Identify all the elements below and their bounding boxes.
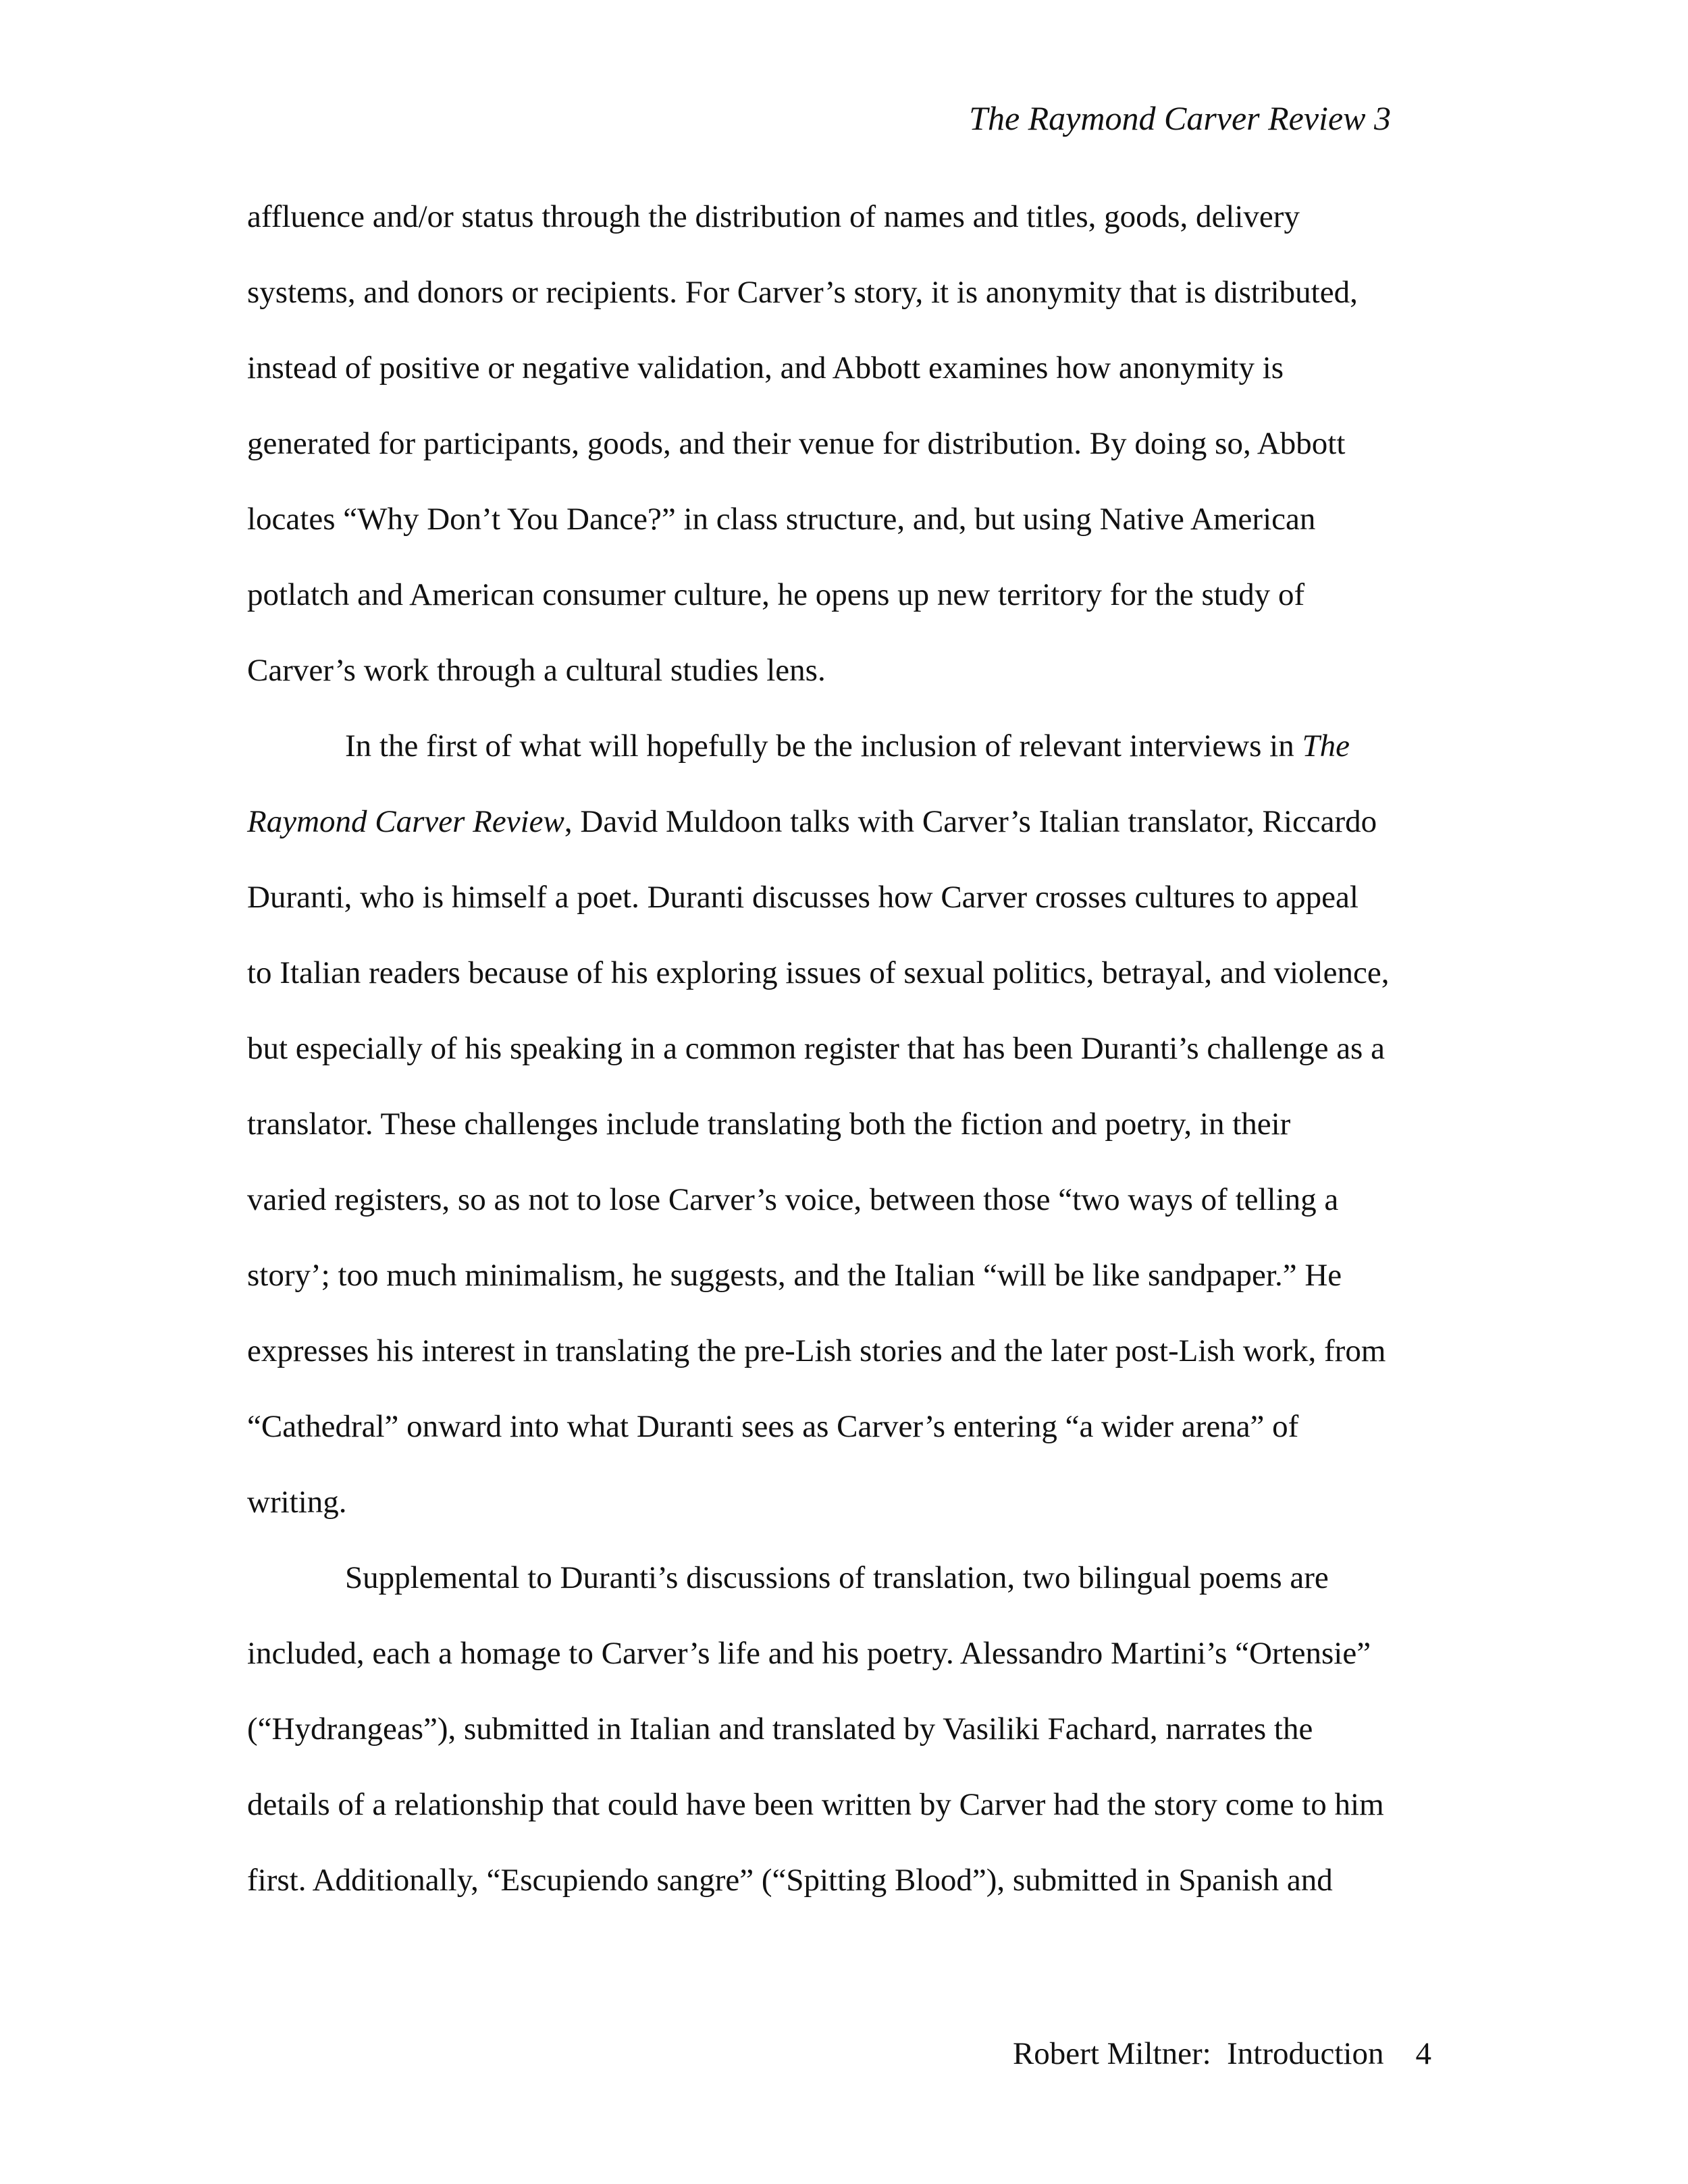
text-line: potlatch and American consumer culture, he opens up new territory for the study of <box>247 577 1305 612</box>
journal-title-italic: Raymond Carver Review <box>247 804 564 839</box>
text-line: varied registers, so as not to lose Carver’s voice, between those “two ways of telling a <box>247 1182 1339 1217</box>
text-line: systems, and donors or recipients. For Carver’s story, it is anonymity that is distributed, <box>247 275 1358 310</box>
text-line: to Italian readers because of his exploring issues of sexual politics, betrayal, and violence, <box>247 955 1390 990</box>
text-line: (“Hydrangeas”), submitted in Italian and translated by Vasiliki Fachard, narrates the <box>247 1711 1313 1747</box>
journal-title-italic: The <box>1302 728 1350 764</box>
text-line <box>345 726 1350 766</box>
text-line: Carver’s work through a cultural studies lens. <box>247 653 826 688</box>
text-line: affluence and/or status through the distribution of names and titles, goods, delivery <box>247 199 1300 234</box>
text-line: Duranti, who is himself a poet. Duranti discusses how Carver crosses cultures to appeal <box>247 880 1359 915</box>
text-line: but especially of his speaking in a common register that has been Duranti’s challenge as a <box>247 1031 1385 1066</box>
text-line: locates “Why Don’t You Dance?” in class structure, and, but using Native American <box>247 502 1316 537</box>
text-line: “Cathedral” onward into what Duranti sees as Carver’s entering “a wider arena” of <box>247 1409 1299 1444</box>
text-line <box>247 801 1377 842</box>
text-line: generated for participants, goods, and their venue for distribution. By doing so, Abbott <box>247 426 1346 461</box>
text-line: details of a relationship that could have been written by Carver had the story come to him <box>247 1787 1384 1822</box>
text-line: story’; too much minimalism, he suggests, and the Italian “will be like sandpaper.” He <box>247 1258 1342 1293</box>
text-line: included, each a homage to Carver’s life and his poetry. Alessandro Martini’s “Ortensie” <box>247 1636 1371 1671</box>
text-line: instead of positive or negative validation, and Abbott examines how anonymity is <box>247 350 1284 385</box>
text-line: first. Additionally, “Escupiendo sangre” (“Spitting Blood”), submitted in Spanish and <box>247 1863 1333 1898</box>
text-line: writing. <box>247 1485 347 1520</box>
text-line: Supplemental to Duranti’s discussions of translation, two bilingual poems are <box>345 1560 1329 1595</box>
running-header: The Raymond Carver Review 3 <box>969 99 1391 137</box>
page-footer: Robert Miltner: Introduction 4 <box>1012 2036 1431 2071</box>
text-line: expresses his interest in translating the pre-Lish stories and the later post-Lish work, from <box>247 1333 1386 1368</box>
text-run: , David Muldoon talks with Carver’s Italian translator, Riccardo <box>564 804 1377 839</box>
text-run: In the first of what will hopefully be the inclusion of relevant interviews in <box>345 728 1302 764</box>
text-line: translator. These challenges include translating both the fiction and poetry, in their <box>247 1107 1291 1142</box>
